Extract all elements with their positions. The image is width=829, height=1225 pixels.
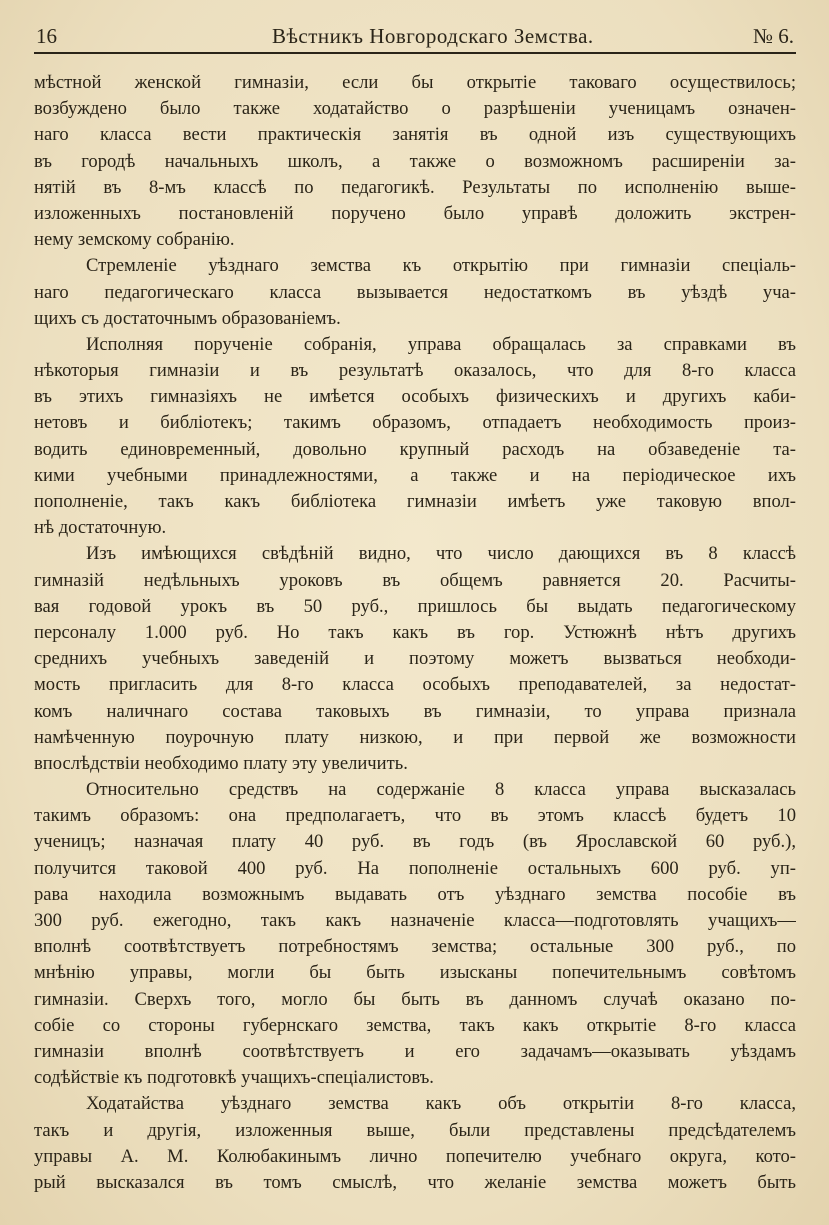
- text-line: ученицъ; назначая плату 40 руб. въ годъ (въ Ярославской 60 руб.),: [34, 831, 796, 853]
- text-line: управы А. М. Колюбакинымъ лично попечителю учебнаго округа, кото-: [34, 1145, 796, 1167]
- text-line: мнѣнію управы, могли бы быть изысканы попечительнымъ совѣтомъ: [34, 962, 796, 984]
- text-line: персоналу 1.000 руб. Но такъ какъ въ гор. Устюжнѣ нѣтъ другихъ: [34, 621, 796, 643]
- text-line: собіе со стороны губернскаго земства, такъ какъ открытіе 8-го класса: [34, 1014, 796, 1036]
- text-line: наго класса вести практическія занятія въ одной изъ существующихъ: [34, 124, 796, 146]
- text-line: гимназіи. Сверхъ того, могло бы быть въ данномъ случаѣ оказано по-: [34, 988, 796, 1010]
- text-line: среднихъ учебныхъ заведеній и поэтому можетъ вызваться необходи-: [34, 648, 796, 670]
- text-line: Относительно средствъ на содержаніе 8 класса управа высказалась: [86, 779, 796, 801]
- text-line: комъ наличнаго состава таковыхъ въ гимназіи, то управа признала: [34, 700, 796, 722]
- body-text: [34, 70, 796, 1196]
- text-line: нему земскому собранію.: [34, 229, 235, 251]
- text-line: изложенныхъ постановленій поручено было управѣ доложить экстрен-: [34, 202, 796, 224]
- text-line: водить единовременный, довольно крупный расходъ на обзаведеніе та-: [34, 438, 796, 460]
- text-line: 300 руб. ежегодно, такъ какъ назначеніе класса—подготовлять учащихъ—: [34, 910, 796, 931]
- text-line: содѣйствіе къ подготовкѣ учащихъ-спеціалистовъ.: [34, 1067, 434, 1089]
- text-line: въ этихъ гимназіяхъ не имѣется особыхъ физическихъ и другихъ каби-: [34, 386, 796, 408]
- text-line: рый высказался въ томъ смыслѣ, что желаніе земства можетъ быть: [34, 1171, 796, 1193]
- text-line: пополненіе, такъ какъ библіотека гимназіи имѣетъ уже таковую впол-: [34, 491, 796, 512]
- text-line: намѣченную поурочную плату низкою, и при первой же возможности: [34, 726, 796, 748]
- text-line: вполнѣ соотвѣтствуетъ потребностямъ земства; остальные 300 руб., по: [34, 936, 796, 958]
- text-line: Ходатайства уѣзднаго земства какъ объ открытіи 8-го класса,: [86, 1093, 796, 1115]
- text-line: нѣ достаточную.: [34, 517, 167, 539]
- text-line: такимъ образомъ: она предполагаетъ, что въ этомъ классѣ будетъ 10: [34, 805, 796, 827]
- text-line: гимназій недѣльныхъ уроковъ въ общемъ равняется 20. Расчиты-: [34, 569, 796, 591]
- text-line: мѣстной женской гимназіи, если бы открытіе таковаго осуществилось;: [34, 72, 796, 93]
- journal-title: Вѣстникъ Новгородскаго Земства.: [272, 24, 594, 48]
- text-line: Исполняя порученіе собранія, управа обращалась за справками въ: [86, 333, 796, 355]
- text-line: вая годовой урокъ въ 50 руб., пришлось бы выдать педагогическому: [34, 595, 796, 617]
- text-line: мость пригласить для 8-го класса особыхъ преподавателей, за недостат-: [34, 674, 796, 696]
- page-header: [34, 22, 796, 54]
- text-line: нѣкоторыя гимназіи и въ результатѣ оказалось, что для 8-го класса: [34, 360, 796, 382]
- text-line: кими учебными принадлежностями, а также и на періодическое ихъ: [34, 464, 796, 486]
- text-line: Изъ имѣющихся свѣдѣній видно, что число дающихся въ 8 классѣ: [86, 543, 796, 565]
- text-line: возбуждено было также ходатайство о разрѣшеніи ученицамъ означен-: [34, 98, 796, 120]
- text-line: нетовъ и библіотекъ; такимъ образомъ, отпадаетъ необходимость произ-: [34, 412, 796, 434]
- text-line: наго педагогическаго класса вызывается недостаткомъ въ уѣздѣ уча-: [34, 281, 796, 303]
- text-line: рава находила возможнымъ выдавать отъ уѣзднаго земства пособіе въ: [34, 883, 796, 905]
- text-line: гимназіи вполнѣ соотвѣтствуетъ и его задачамъ—оказывать уѣздамъ: [34, 1040, 796, 1062]
- text-line: впослѣдствіи необходимо плату эту увеличить.: [34, 752, 408, 774]
- text-line: щихъ съ достаточнымъ образованіемъ.: [34, 307, 341, 329]
- text-line: такъ и другія, изложенныя выше, были представлены предсѣдателемъ: [34, 1119, 796, 1141]
- text-line: Стремленіе уѣзднаго земства къ открытію при гимназіи спеціаль-: [86, 255, 796, 277]
- issue-number: № 6.: [752, 24, 794, 48]
- text-line: въ городѣ начальныхъ школъ, а также о возможномъ расширеніи за-: [34, 150, 796, 172]
- page-number: 16: [36, 24, 57, 48]
- text-line: нятій въ 8-мъ классѣ по педагогикѣ. Результаты по исполненію выше-: [34, 176, 796, 198]
- text-line: получится таковой 400 руб. На пополненіе остальныхъ 600 руб. уп-: [34, 857, 796, 879]
